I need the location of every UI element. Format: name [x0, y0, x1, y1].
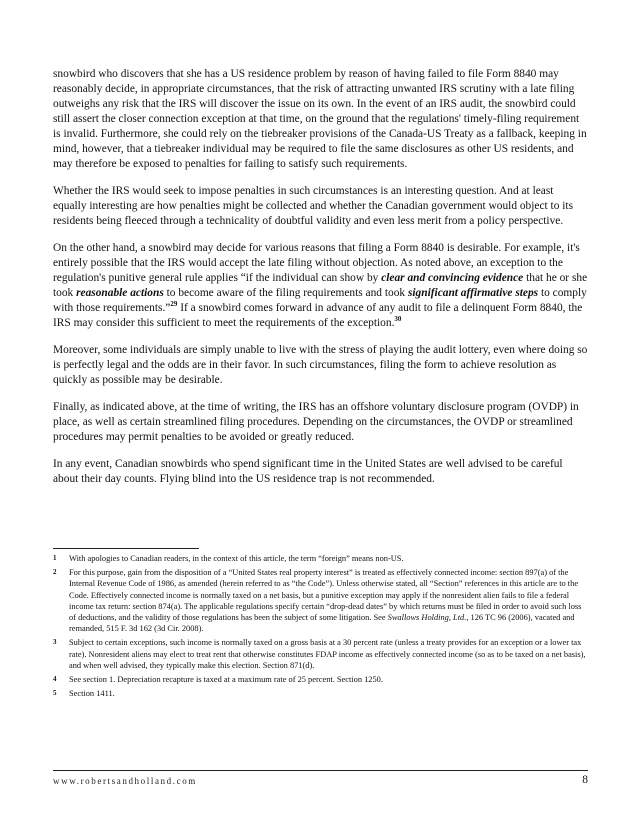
footnote-2	[53, 567, 587, 634]
footnotes	[53, 553, 587, 702]
paragraph-3-text-h: If a snowbird comes forward in advance of any audit to file a delinquent Form 8840, the IRS may consider this sufficient to meet the requirements of the exception.	[53, 302, 583, 329]
emphasis-clear-convincing: clear and convincing evidence	[381, 272, 524, 284]
body-text	[53, 67, 589, 499]
paragraph-3-text-e: to become aware of the filing requirements and took	[163, 287, 408, 299]
paragraph-2: Whether the IRS would seek to impose penalties in such circumstances is an interesting question. And at least equally interesting are how penalties might be collected and whether the Canadian government would object to its residents being fleeced through a technicality of doubtful validity and even less merit from a policy perspective.	[53, 185, 574, 227]
footnote-number: 5	[53, 689, 57, 698]
footnote-text-tail: , 126 TC 96 (2006), vacated and remanded, 515 F. 3d 162 (3d Cir. 2008).	[69, 613, 575, 634]
footnote-divider	[53, 548, 199, 549]
footer-website-link[interactable]: www.robertsandholland.com	[53, 776, 197, 786]
footnote-number: 4	[53, 675, 57, 684]
emphasis-reasonable-actions: reasonable actions	[76, 287, 164, 299]
footnote-text: For this purpose, gain from the disposition of a “United States real property interest” is treated as effectively connected income: section 897(a) of the Internal Revenue Code of 1986, as amended (herein referred to as “the Code”). Unless otherwise stated, all “Section” references in this article are to the Code. Effectively connected income is normally taxed on a net basis, but a punitive exception may apply if the nonresident alien fails to file a federal income tax return: section 874(a). The applicable regulations specify certain “drop-dead dates” by which returns must be filed in order to avoid such loss of deductions, and the validity of those regulations has been the subject of some litigation. See	[69, 568, 582, 623]
footnote-number: 2	[53, 568, 57, 577]
paragraph-3	[53, 241, 589, 331]
footnote-1	[53, 553, 587, 564]
footer-divider	[53, 770, 588, 771]
footnote-4	[53, 674, 587, 685]
paragraph-3-text-a: On the other hand, a snowbird may decide for various reasons that filing a Form 8840 is desirable. For example, it's entirely possible that the IRS would accept the late filing without objection. As noted above, an exception to the regulation's punitive general rule applies “if the individual can show by	[53, 242, 580, 284]
footnote-text: See section 1. Depreciation recapture is taxed at a maximum rate of 25 percent. Section 1250.	[69, 675, 383, 685]
paragraph-3-text-g: to comply with those requirements.”	[53, 287, 587, 314]
footnote-5	[53, 688, 587, 699]
page-number: 8	[582, 774, 588, 786]
paragraph-6: In any event, Canadian snowbirds who spend significant time in the United States are well advised to be careful about their day counts. Flying blind into the US residence trap is not recommended.	[53, 458, 563, 485]
footnote-3	[53, 637, 587, 671]
paragraph-3-text-c: that he or she took	[53, 272, 588, 299]
emphasis-significant-steps: significant affirmative steps	[407, 287, 539, 299]
case-citation: Swallows Holding, Ltd.	[387, 613, 467, 623]
paragraph-5: Finally, as indicated above, at the time of writing, the IRS has an offshore voluntary disclosure program (OVDP) in place, as well as certain streamlined filing procedures. Depending on the circumstances, the OVDP or streamlined procedures may permit penalties to be avoided or greatly reduced.	[53, 401, 579, 443]
footnote-text: With apologies to Canadian readers, in the context of this article, the term “foreign” means non-US.	[69, 554, 404, 563]
footnote-ref-30: 30	[394, 315, 402, 324]
paragraph-4: Moreover, some individuals are simply unable to live with the stress of playing the audit lottery, even where doing so is perfectly legal and the odds are in their favor. In such circumstances, filing the form to achieve resolution as quickly as possible may be desirable.	[53, 344, 588, 386]
footnote-number: 1	[53, 554, 57, 562]
footnote-text: Section 1411.	[69, 689, 115, 699]
paragraph-1: snowbird who discovers that she has a US residence problem by reason of having failed to file Form 8840 may reasonably decide, in appropriate circumstances, that the risk of attracting unwanted IRS scrutiny with a late filing outweighs any risk that the IRS will discover the issue on its own. In the event of an IRS audit, the snowbird could still assert the closer connection exception at that time, on the ground that the regulations' timely-filing requirement is invalid. Furthermore, she could rely on the tiebreaker provisions of the Canada-US Treaty as a fallback, keeping in mind, however, that a tiebreaker individual may be required to file the same disclosures as other US residents, and may therefore be exposed to penalties for failing to satisfy such requirements.	[53, 68, 587, 170]
footnote-number: 3	[53, 638, 57, 647]
footnote-text: Subject to certain exceptions, such income is normally taxed on a gross basis at a 30 percent rate (unless a treaty provides for an exception or a lower tax rate). Nonresident aliens may elect to treat rent that otherwise constitutes FDAP income as effectively connected income (so as to be taxed on a net basis), and when well advised, they typically make this election. Section 871(d).	[69, 638, 586, 670]
footnote-ref-29: 29	[170, 300, 178, 309]
